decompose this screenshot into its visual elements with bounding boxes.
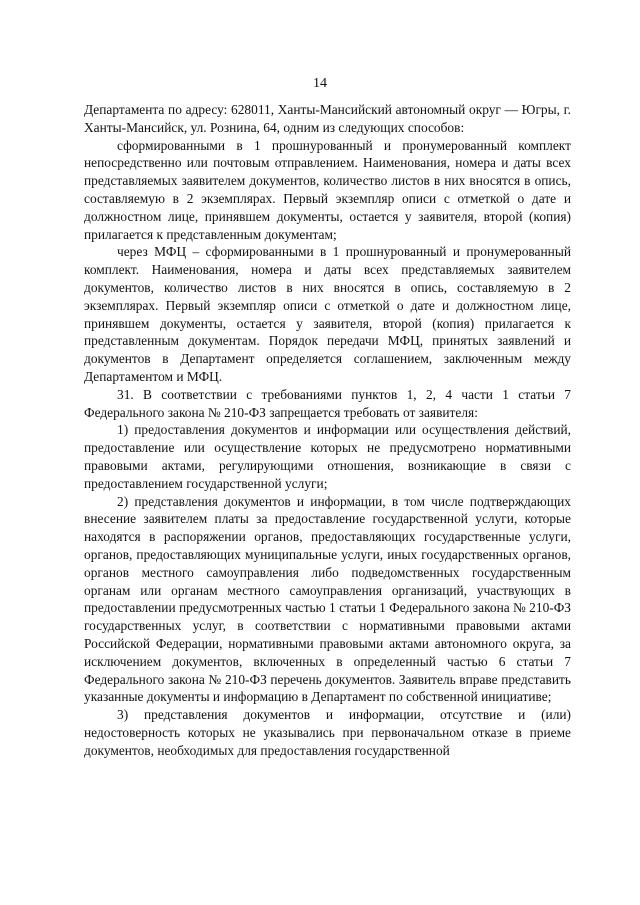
document-body [84,101,571,759]
paragraph-item-2: 2) представления документов и информации, в том числе подтверждающих внесение заявителем платы за предоставление государственной услуги, которые находятся в распоряжении органов, предоставляющих государственные услуги, органов, предоставляющих муниципальные услуги, иных государственных органов, органов местного самоуправления либо подведомственных государственным органам или органам местного самоуправления организаций, участвующих в предоставлении предусмотренных частью 1 статьи 1 Федерального закона № 210-ФЗ государственных услуг, в соответствии с нормативными правовыми актами Российской Федерации, нормативными правовыми актами автономного округа, за исключением документов, включенных в определенный частью 6 статьи 7 Федерального закона № 210-ФЗ перечень документов. Заявитель вправе представить указанные документы и информацию в Департамент по собственной инициативе; [84,493,572,705]
paragraph-item-1: 1) предоставления документов и информации или осуществления действий, предоставление или осуществление которых не предусмотрено нормативными правовыми актами, регулирующими отношения, возникающие в связи с предоставлением государственной услуги; [84,422,571,491]
paragraph-submission-direct: сформированными в 1 прошнурованный и пронумерованный комплект непосредственно или почтовым отправлением. Наименования, номера и даты всех представляемых заявителем документов, количество листов в них вносятся в опись, составляемую в 2 экземплярах. Первый экземпляр описи с отметкой о дате и должностном лице, принявшем документы, остается у заявителя, второй (копия) прилагается к представленным документам; [84,137,571,242]
paragraph-address-continuation: Департамента по адресу: 628011, Ханты-Мансийский автономный округ — Югры, г. Ханты-Мансийск, ул. Рознина, 64, одним из следующих способов: [84,102,571,135]
paragraph-clause-31: 31. В соответствии с требованиями пунктов 1, 2, 4 части 1 статьи 7 Федерального закона № 210-ФЗ запрещается требовать от заявителя: [84,386,571,420]
page-number: 14 [313,76,327,91]
paragraph-item-3: 3) представления документов и информации, отсутствие и (или) недостоверность которых не указывались при первоначальном отказе в приеме документов, необходимых для предоставления государственной [84,707,571,758]
paragraph-submission-mfc: через МФЦ – сформированными в 1 прошнурованный и пронумерованный комплект. Наименования, номера и даты всех представляемых заявителем документов, количество листов в них вносятся в опись, составляемую в 2 экземплярах. Первый экземпляр описи с отметкой о дате и должностном лице, принявшем документы, остается у заявителя, второй (копия) прилагается к представленным документам. Порядок передачи МФЦ, принятых заявлений и документов в Департамент определяется соглашением, заключенным между Департаментом и МФЦ. [84,244,571,384]
